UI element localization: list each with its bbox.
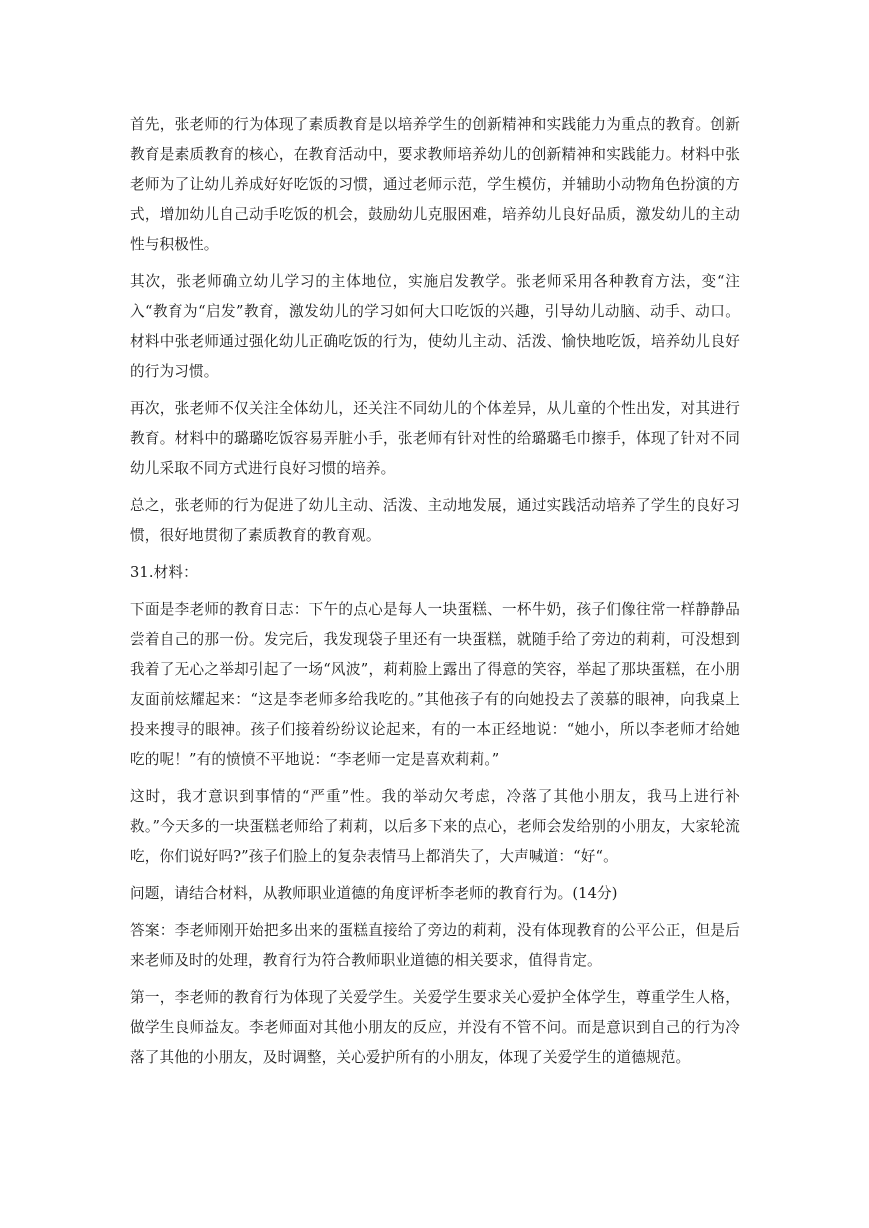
paragraph-conclusion: 总之，张老师的行为促进了幼儿主动、活泼、主动地发展，通过实践活动培养了学生的良好习惯，很好地贯彻了素质教育的教育观。 bbox=[130, 497, 740, 544]
document-body bbox=[130, 110, 740, 1080]
paragraph-point-one-caring: 第一，李老师的教育行为体现了关爱学生。关爱学生要求关心爱护全体学生，尊重学生人格，做学生良师益友。李老师面对其他小朋友的反应，并没有不管不问。而是意识到自己的行为冷落了其他的小朋友，及时调整，关心爱护所有的小朋友，体现了关爱学生的道德规范。 bbox=[130, 989, 740, 1066]
paragraph-answer: 答案：李老师刚开始把多出来的蛋糕直接给了旁边的莉莉，没有体现教育的公平公正，但是后来老师及时的处理，教育行为符合教师职业道德的相关要求，值得肯定。 bbox=[130, 922, 740, 969]
paragraph-teacher-diary: 下面是李老师的教育日志：下午的点心是每人一块蛋糕、一杯牛奶，孩子们像往常一样静静品尝着自己的那一份。发完后，我发现袋子里还有一块蛋糕，就随手给了旁边的莉莉，可没想到我着了无心之举却引起了一场“风波”，莉莉脸上露出了得意的笑容，举起了那块蛋糕，在小朋友面前炫耀起来：“这是李老师多给我吃的。”其他孩子有的向她投去了羡慕的眼神，向我桌上投来搜寻的眼神。孩子们接着纷纷议论起来，有的一本正经地说：“她小，所以李老师才给她吃的呢！”有的愤愤不平地说：“李老师一定是喜欢莉莉。” bbox=[130, 601, 740, 768]
paragraph-student-subject-status: 其次，张老师确立幼儿学习的主体地位，实施启发教学。张老师采用各种教育方法，变“注入“教育为“启发”教育，激发幼儿的学习如何大口吃饭的兴趣，引导幼儿动脑、动手、动口。材料中张老师通过强化幼儿正确吃饭的行为，使幼儿主动、活泼、愉快地吃饭，培养幼儿良好的行为习惯。 bbox=[130, 273, 740, 380]
paragraph-individual-differences: 再次，张老师不仅关注全体幼儿，还关注不同幼儿的个体差异，从儿童的个性出发，对其进行教育。材料中的璐璐吃饭容易弄脏小手，张老师有针对性的给璐璐毛巾擦手，体现了针对不同幼儿采取不同方式进行良好习惯的培养。 bbox=[130, 400, 740, 477]
paragraph-question: 问题，请结合材料，从教师职业道德的角度评析李老师的教育行为。(14分) bbox=[130, 885, 618, 902]
paragraph-teacher-remedy: 这时，我才意识到事情的“严重”性。我的举动欠考虑，冷落了其他小朋友，我马上进行补救。”今天多的一块蛋糕老师给了莉莉，以后多下来的点心，老师会发给别的小朋友，大家轮流吃，你们说好吗?”孩子们脸上的复杂表情马上都消失了，大声喊道：“好“。 bbox=[130, 788, 740, 865]
question-31-heading: 31.材料： bbox=[130, 564, 198, 581]
paragraph-quality-education-innovation: 首先，张老师的行为体现了素质教育是以培养学生的创新精神和实践能力为重点的教育。创新教育是素质教育的核心，在教育活动中，要求教师培养幼儿的创新精神和实践能力。材料中张老师为了让幼儿养成好好吃饭的习惯，通过老师示范，学生模仿，并辅助小动物角色扮演的方式，增加幼儿自己动手吃饭的机会，鼓励幼儿克服困难，培养幼儿良好品质，激发幼儿的主动性与积极性。 bbox=[130, 116, 740, 253]
